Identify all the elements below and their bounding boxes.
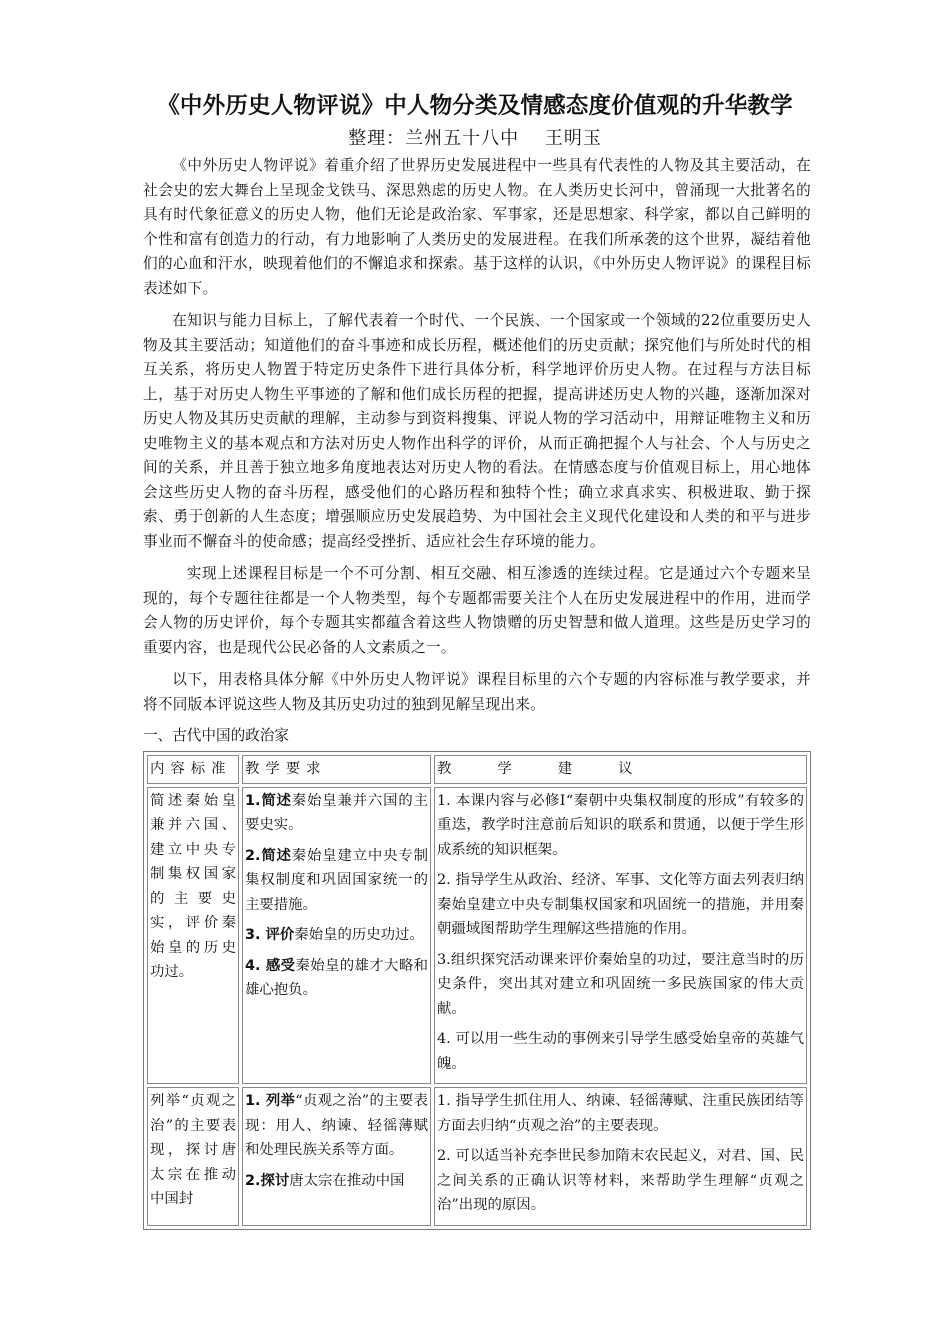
- requirement-item: [245, 844, 428, 918]
- requirement-text: 秦始皇兼并六国的主要史实。: [245, 792, 428, 833]
- paragraph: 实现上述课程目标是一个不可分割、相互交融、相互渗透的连续过程。它是通过六个专题来呈现的，每个专题往往都是一个人物类型，每个专题都需要关注个人在历史发展进程中的作用，进而学会人物的历史评价，每个专题其实都蕴含着这些人物馈赠的历史智慧和做人道理。这些是历史学习的重要内容，也是现代公民必备的人文素质之一。: [143, 565, 811, 656]
- content-standard-cell: 列举“贞观之治”的主要表现，探讨唐太宗在推动中国封: [147, 1087, 239, 1226]
- requirement-item: [245, 923, 428, 948]
- table-header-row: [147, 755, 807, 784]
- requirement-item: [245, 1169, 428, 1194]
- section-heading: 一、古代中国的政治家: [143, 727, 289, 744]
- requirement-text: 秦始皇建立中央专制集权制度和巩固国家统一的主要措施。: [245, 847, 428, 913]
- requirement-keyword: 2.探讨: [245, 1172, 290, 1189]
- requirement-item: [245, 1089, 428, 1163]
- requirement-keyword: 1. 列举: [245, 1093, 296, 1109]
- requirement-item: [245, 789, 428, 838]
- suggestion-item: 1. 本课内容与必修Ⅰ“秦朝中央集权制度的形成”有较多的重迭，教学时注意前后知识的联系和贯通，以便于学生形成系统的知识框架。: [437, 792, 804, 858]
- teaching-requirements-cell: [242, 1087, 431, 1226]
- paragraph: 《中外历史人物评说》着重介绍了世界历史发展进程中一些具有代表性的人物及其主要活动，在社会史的宏大舞台上呈现金戈铁马、深思熟虑的历史人物。在人类历史长河中，曾涌现一大批著名的具有时代象征意义的历史人物，他们无论是政治家、军事家，还是思想家、科学家，都以自己鲜明的个性和富有创造力的行动，有力地影响了人类历史的发展进程。在我们所承袭的这个世界，凝结着他们的心血和汗水，映现着他们的不懈追求和探索。基于这样的认识，《中外历史人物评说》的课程目标表述如下。: [143, 157, 811, 297]
- header-content-standard: 内容标准: [147, 755, 239, 784]
- header-teaching-requirements: 教学要求: [242, 755, 431, 784]
- table-row: [147, 1087, 807, 1226]
- teaching-suggestions-cell: [434, 787, 807, 1085]
- suggestion-item: 3.组织探究活动课来评价秦始皇的功过，要注意当时的历史条件，突出其对建立和巩固统一多民族国家的伟大贡献。: [437, 951, 804, 1017]
- suggestion-item: 4. 可以用一些生动的事例来引导学生感受始皇帝的英雄气魄。: [437, 1031, 804, 1072]
- suggestion-item: 2. 可以适当补充李世民参加隋末农民起义，对君、国、民之间关系的正确认识等材料，来帮助学生理解“贞观之治”出现的原因。: [437, 1148, 804, 1213]
- header-teaching-suggestions: 教学建议: [434, 755, 807, 784]
- curriculum-table: [143, 751, 811, 1230]
- table-row: [147, 787, 807, 1085]
- requirement-keyword: 4. 感受: [245, 957, 296, 974]
- requirement-text: 秦始皇的雄才大略和雄心抱负。: [245, 957, 428, 998]
- document-subtitle: 整理：兰州五十八中 王明玉: [348, 128, 602, 149]
- paragraph: 在知识与能力目标上，了解代表着一个时代、一个民族、一个国家或一个领域的22位重要历史人物及其主要活动；知道他们的奋斗事迹和成长历程，概述他们的历史贡献；探究他们与所处时代的相互关系，将历史人物置于特定历史条件下进行具体分析，科学地评价历史人物。在过程与方法目标上，基于对历史人物生平事迹的了解和他们成长历程的把握，提高讲述历史人物的兴趣，逐渐加深对历史人物及其历史贡献的理解，主动参与到资料搜集、评说人物的学习活动中，用辩证唯物主义和历史唯物主义的基本观点和方法对历史人物作出科学的评价，从而正确把握个人与社会、个人与历史之间的关系，并且善于独立地多角度地表达对历史人物的看法。在情感态度与价值观目标上，用心地体会这些历史人物的奋斗历程，感受他们的心路历程和独特个性；确立求真求实、积极进取、勤于探索、勇于创新的人生态度；增强顺应历史发展趋势、为中国社会主义现代化建设和人类的和平与进步事业而不懈奋斗的使命感；提高经受挫折、适应社会生存环境的能力。: [143, 312, 811, 550]
- suggestion-item: 1. 指导学生抓住用人、纳谏、轻徭薄赋、注重民族团结等方面去归纳“贞观之治”的主要表现。: [437, 1093, 804, 1134]
- paragraph: 以下，用表格具体分解《中外历史人物评说》课程目标里的六个专题的内容标准与教学要求，并将不同版本评说这些人物及其历史功过的独到见解呈现出来。: [143, 671, 811, 713]
- content-standard-cell: 简述秦始皇兼并六国、建立中央专制集权国家的主要史实，评价秦始皇的历史功过。: [147, 787, 239, 1085]
- requirement-keyword: 2.简述: [245, 847, 292, 864]
- teaching-requirements-cell: [242, 787, 431, 1085]
- requirement-text: 秦始皇的历史功过。: [294, 927, 424, 943]
- requirement-text: 唐太宗在推动中国: [289, 1172, 405, 1189]
- requirement-keyword: 1.简述: [245, 792, 292, 809]
- document-body: [143, 154, 811, 1230]
- teaching-suggestions-cell: [434, 1087, 807, 1226]
- requirement-item: [245, 954, 428, 1003]
- requirement-text: “贞观之治”的主要表现：用人、纳谏、轻徭薄赋和处理民族关系等方面。: [245, 1093, 428, 1158]
- document-title: 《中外历史人物评说》中人物分类及情感态度价值观的升华教学: [157, 93, 793, 119]
- requirement-keyword: 3. 评价: [245, 927, 295, 943]
- suggestion-item: 2. 指导学生从政治、经济、军事、文化等方面去列表归纳秦始皇建立中央专制集权国家和巩固统一的措施，并用秦朝疆域图帮助学生理解这些措施的作用。: [437, 872, 804, 937]
